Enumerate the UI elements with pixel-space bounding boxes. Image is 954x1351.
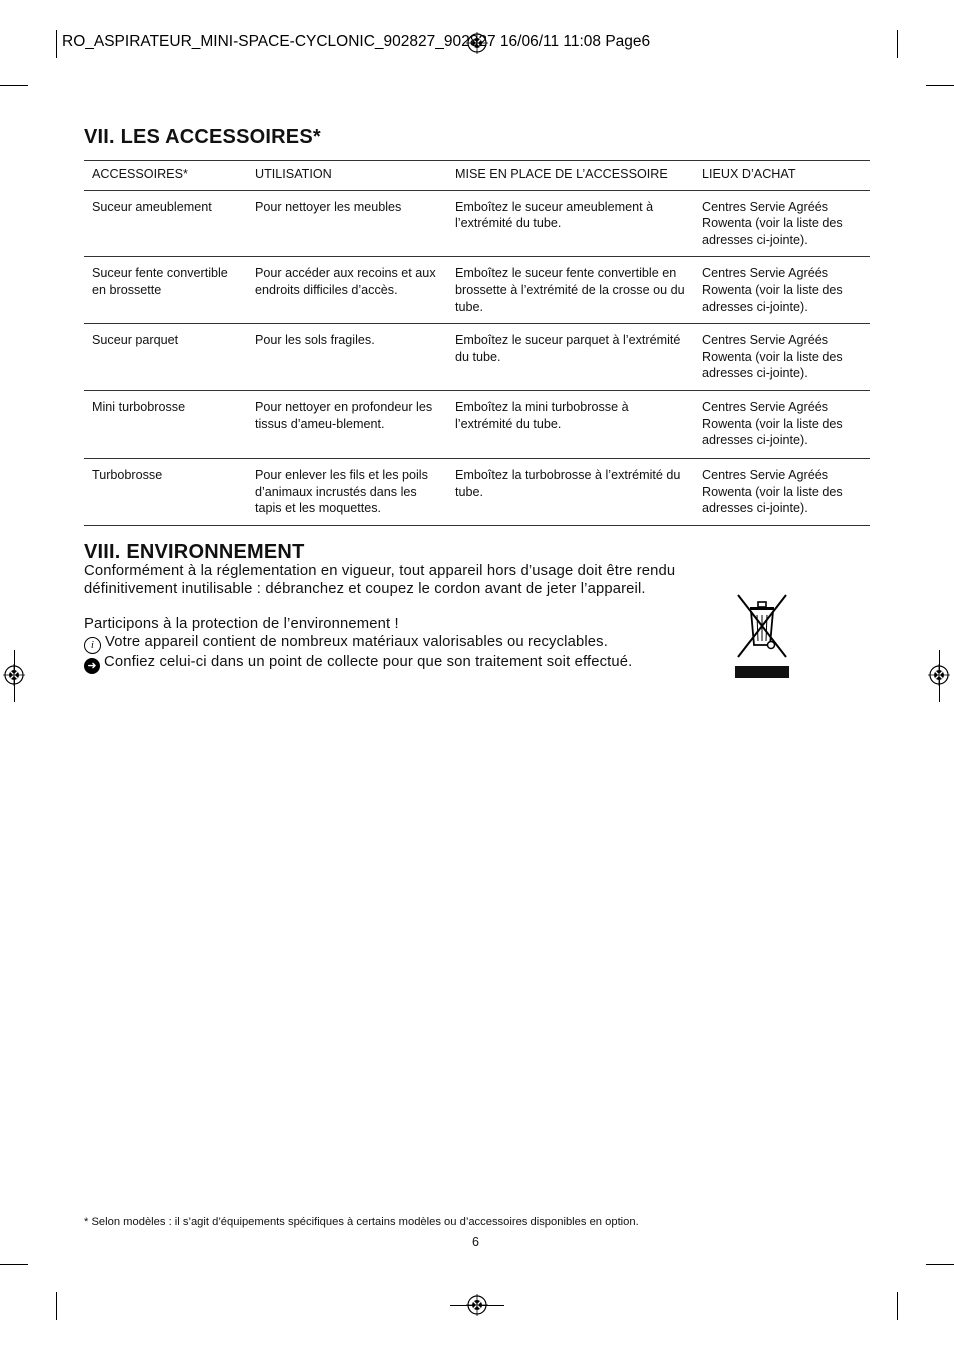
table-cell: Mini turbobrosse xyxy=(84,390,247,458)
arrow-circle-icon: ➜ xyxy=(84,658,100,674)
crop-mark xyxy=(56,1292,57,1320)
table-cell: Turbobrosse xyxy=(84,458,247,525)
crop-mark xyxy=(0,1264,28,1265)
section-title-environment: VIII. ENVIRONNEMENT xyxy=(84,541,305,563)
crop-mark xyxy=(0,85,28,86)
table-cell: Emboîtez le suceur ameublement à l’extrémité du tube. xyxy=(447,190,694,257)
table-cell: Emboîtez le suceur fente convertible en brossette à l’extrémité de la crosse ou du tube. xyxy=(447,257,694,324)
table-cell: Centres Servie Agréés Rowenta (voir la liste des adresses ci-jointe). xyxy=(694,390,870,458)
column-header: ACCESSOIRES* xyxy=(84,161,247,191)
table-cell: Emboîtez la mini turbobrosse à l’extrémité du tube. xyxy=(447,390,694,458)
accessories-table xyxy=(84,160,870,526)
info-text: Votre appareil contient de nombreux matériaux valorisables ou recyclables. xyxy=(105,633,608,650)
info-line xyxy=(84,634,764,654)
table-cell: Emboîtez le suceur parquet à l’extrémité du tube. xyxy=(447,324,694,391)
crop-mark xyxy=(926,1264,954,1265)
arrow-text: Confiez celui-ci dans un point de collecte pour que son traitement soit effectué. xyxy=(104,653,633,670)
registration-mark-icon xyxy=(466,1294,488,1316)
table-cell: Pour enlever les fils et les poils d’animaux incrustés dans les tapis et les moquettes. xyxy=(247,458,447,525)
table-row xyxy=(84,190,870,257)
print-slug: RO_ASPIRATEUR_MINI-SPACE-CYCLONIC_902827_902827 16/06/11 11:08 Page6 xyxy=(62,33,651,50)
table-header-row xyxy=(84,161,870,191)
table-cell: Centres Servie Agréés Rowenta (voir la liste des adresses ci-jointe). xyxy=(694,257,870,324)
table-row xyxy=(84,390,870,458)
info-circle-icon: i xyxy=(84,637,101,654)
table-cell: Pour accéder aux recoins et aux endroits difficiles d’accès. xyxy=(247,257,447,324)
table-cell: Centres Servie Agréés Rowenta (voir la liste des adresses ci-jointe). xyxy=(694,324,870,391)
crop-mark xyxy=(56,30,57,58)
column-header: UTILISATION xyxy=(247,161,447,191)
table-row xyxy=(84,257,870,324)
table-row xyxy=(84,324,870,391)
crossed-bin-icon xyxy=(734,593,790,679)
registration-mark-icon xyxy=(928,664,950,686)
table-cell: Centres Servie Agréés Rowenta (voir la liste des adresses ci-jointe). xyxy=(694,458,870,525)
crop-mark xyxy=(926,85,954,86)
footnote: * Selon modèles : il s’agit d’équipements spécifiques à certains modèles ou d’accessoires disponibles en option. xyxy=(84,1216,639,1228)
section-title-accessories: VII. LES ACCESSOIRES* xyxy=(84,126,321,148)
table-row xyxy=(84,458,870,525)
crop-mark xyxy=(897,30,898,58)
table-cell: Centres Servie Agréés Rowenta (voir la liste des adresses ci-jointe). xyxy=(694,190,870,257)
table-cell: Suceur parquet xyxy=(84,324,247,391)
column-header: MISE EN PLACE DE L’ACCESSOIRE xyxy=(447,161,694,191)
column-header: LIEUX D’ACHAT xyxy=(694,161,870,191)
environment-paragraph: Participons à la protection de l’environnement ! xyxy=(84,616,399,633)
table-cell: Suceur ameublement xyxy=(84,190,247,257)
table-cell: Pour nettoyer les meubles xyxy=(247,190,447,257)
table-cell: Pour les sols fragiles. xyxy=(247,324,447,391)
table-cell: Emboîtez la turbobrosse à l’extrémité du tube. xyxy=(447,458,694,525)
crop-mark xyxy=(897,1292,898,1320)
environment-text xyxy=(84,563,764,674)
arrow-line xyxy=(84,654,764,674)
registration-mark-icon xyxy=(3,664,25,686)
environment-paragraph: Conformément à la réglementation en vigueur, tout appareil hors d’usage doit être rendu définitivement inutilisable : débranchez et coupez le cordon avant de jeter l’appareil. xyxy=(84,563,676,597)
page-number: 6 xyxy=(472,1235,479,1249)
table-cell: Pour nettoyer en profondeur les tissus d’ameu-blement. xyxy=(247,390,447,458)
table-cell: Suceur fente convertible en brossette xyxy=(84,257,247,324)
